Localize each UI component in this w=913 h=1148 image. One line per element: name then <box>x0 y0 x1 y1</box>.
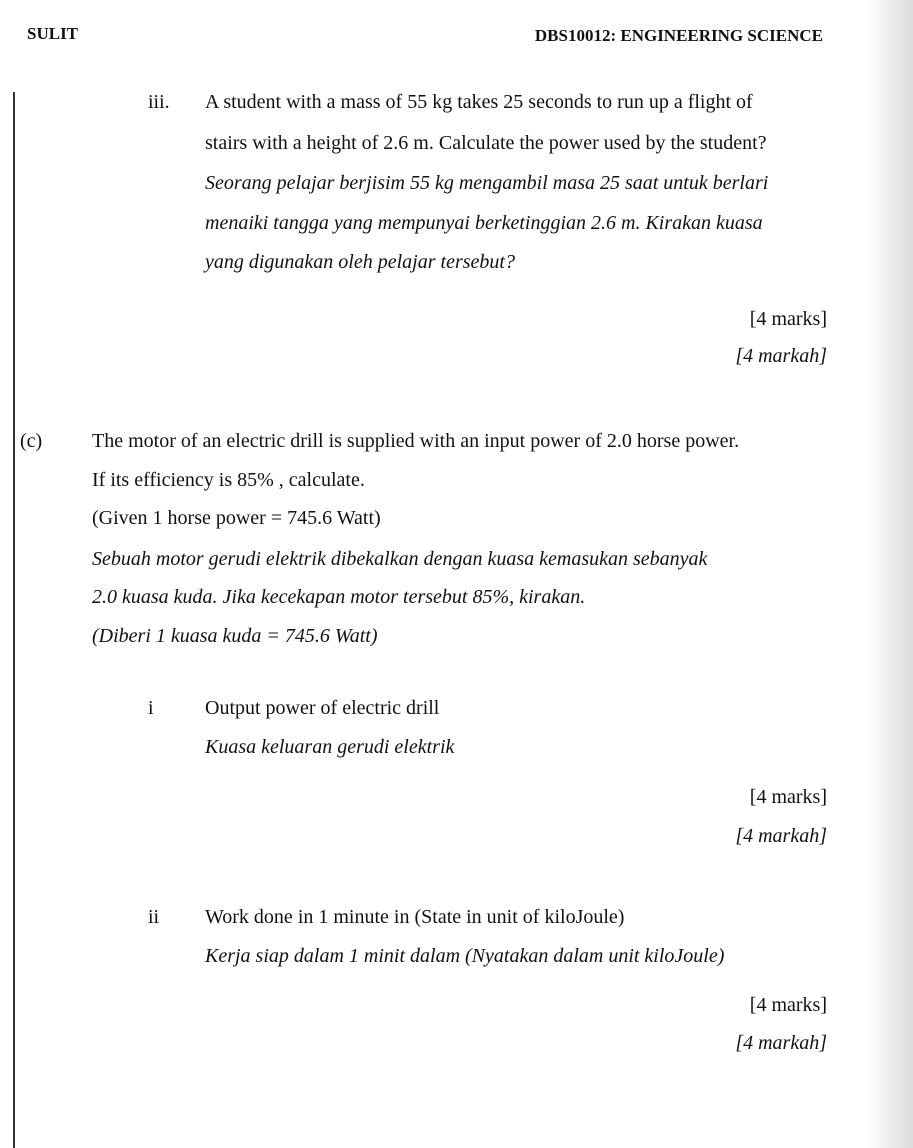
margin-line <box>13 92 15 1148</box>
question-text: (Given 1 horse power = 745.6 Watt) <box>92 507 381 529</box>
question-text: Work done in 1 minute in (State in unit of kiloJoule) <box>205 906 625 928</box>
question-text-malay: menaiki tangga yang mempunyai berketinggian 2.6 m. Kirakan kuasa <box>205 212 763 234</box>
question-text: The motor of an electric drill is supplied with an input power of 2.0 horse power. <box>92 430 740 452</box>
question-number: ii <box>148 906 160 928</box>
question-text: A student with a mass of 55 kg takes 25 seconds to run up a flight of <box>205 91 753 113</box>
question-text-malay: Kuasa keluaran gerudi elektrik <box>205 736 455 758</box>
question-text-malay: Kerja siap dalam 1 minit dalam (Nyatakan dalam unit kiloJoule) <box>205 945 725 967</box>
scan-shadow <box>868 0 913 1148</box>
marks: [4 marks] <box>749 786 827 808</box>
question-number: iii. <box>148 91 170 113</box>
question-text-malay: yang digunakan oleh pelajar tersebut? <box>205 251 515 273</box>
markah: [4 markah] <box>735 825 827 847</box>
question-number: (c) <box>20 430 43 452</box>
header-sulit: SULIT <box>27 24 79 43</box>
question-text: stairs with a height of 2.6 m. Calculate the power used by the student? <box>205 132 767 154</box>
question-text: Output power of electric drill <box>205 697 440 719</box>
markah: [4 markah] <box>735 1032 827 1054</box>
question-number: i <box>148 697 154 719</box>
marks: [4 marks] <box>749 308 827 330</box>
question-text: If its efficiency is 85% , calculate. <box>92 469 365 491</box>
markah: [4 markah] <box>735 345 827 367</box>
question-text-malay: (Diberi 1 kuasa kuda = 745.6 Watt) <box>92 625 378 647</box>
question-text-malay: 2.0 kuasa kuda. Jika kecekapan motor tersebut 85%, kirakan. <box>92 586 586 608</box>
question-text-malay: Seorang pelajar berjisim 55 kg mengambil masa 25 saat untuk berlari <box>205 172 769 194</box>
question-text-malay: Sebuah motor gerudi elektrik dibekalkan dengan kuasa kemasukan sebanyak <box>92 548 708 570</box>
header-course: DBS10012: ENGINEERING SCIENCE <box>534 26 823 45</box>
marks: [4 marks] <box>749 994 827 1016</box>
